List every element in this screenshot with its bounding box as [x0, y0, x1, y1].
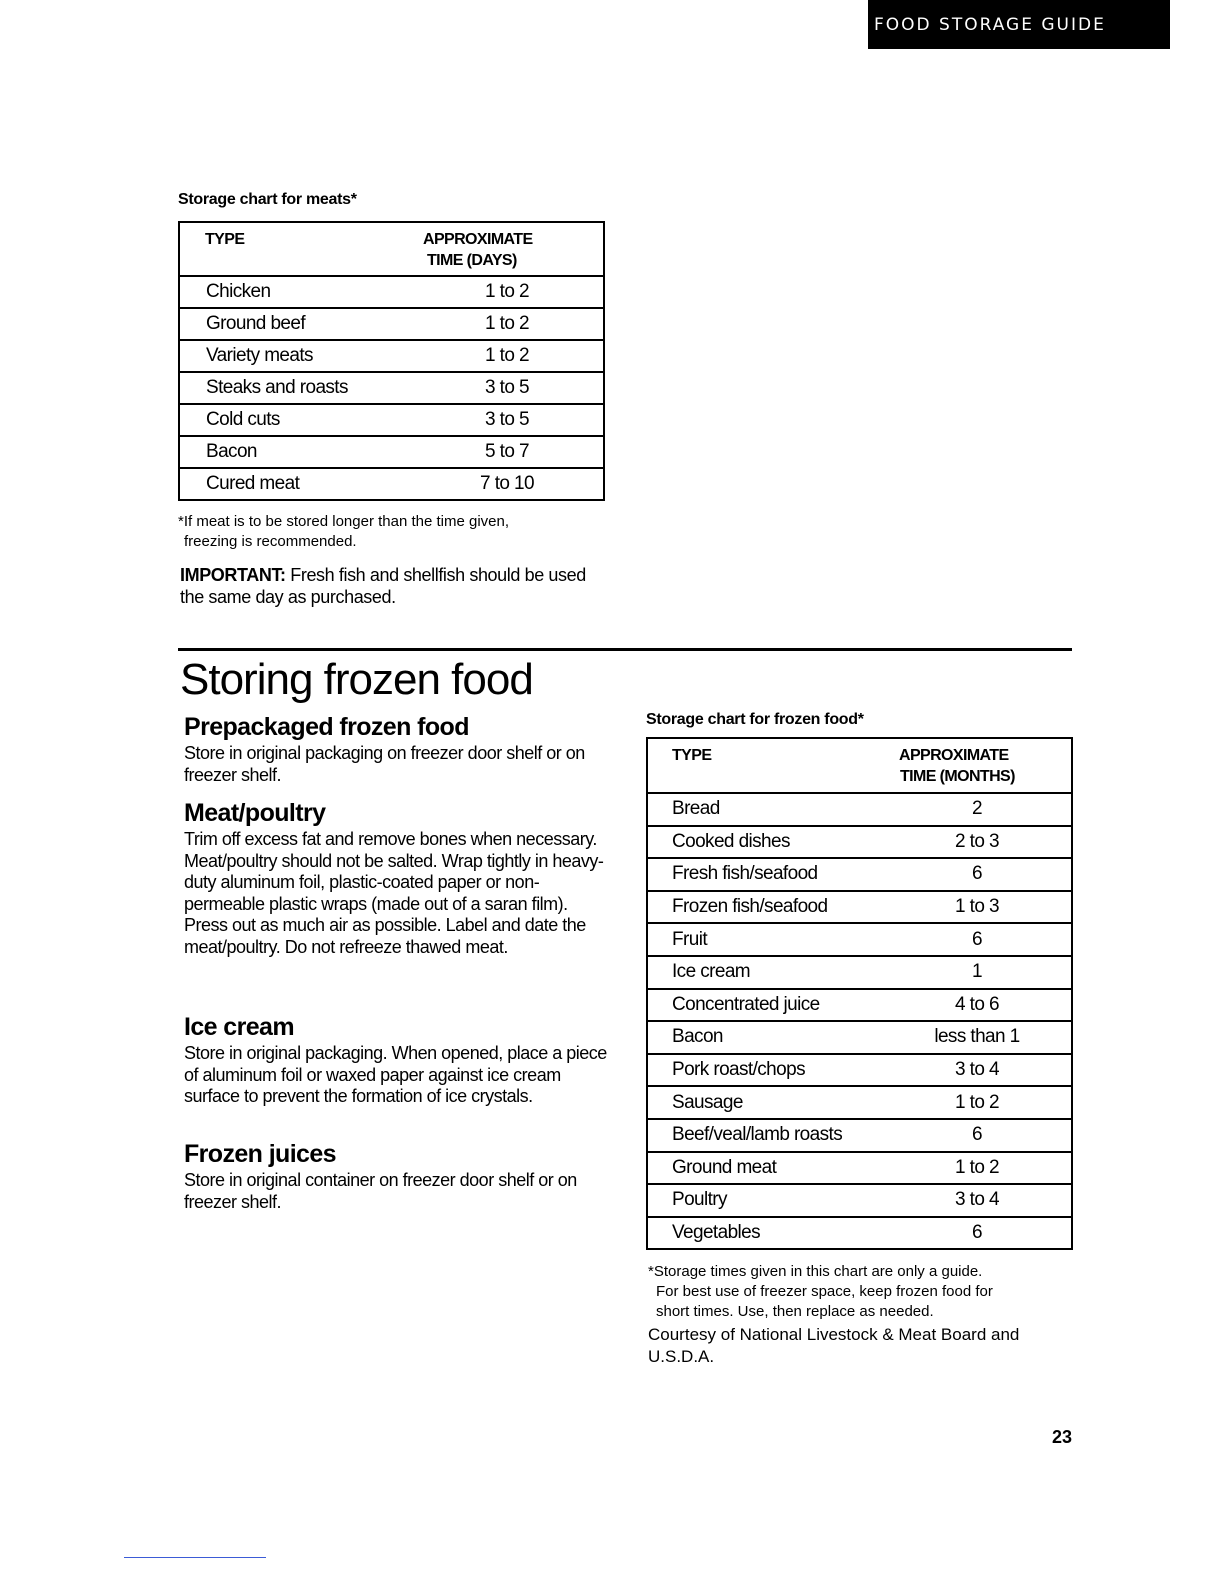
meats-footnote-line2: freezing is recommended. [184, 533, 357, 550]
section-banner: FOOD STORAGE GUIDE [868, 0, 1170, 49]
type-cell: Ground beef [179, 308, 411, 340]
subsection-heading: Meat/poultry [184, 799, 326, 827]
time-cell: 2 to 3 [883, 826, 1072, 859]
important-note [180, 564, 610, 608]
table-header-row [179, 222, 604, 276]
important-text: Fresh fish and shellfish should be used the same day as purchased. [180, 565, 586, 607]
table-row [647, 793, 1072, 826]
type-cell: Bacon [179, 436, 411, 468]
table-row [179, 276, 604, 308]
time-cell: 6 [883, 1217, 1072, 1250]
type-cell: Vegetables [647, 1217, 883, 1250]
section-title: Storing frozen food [180, 655, 533, 704]
time-cell: 2 [883, 793, 1072, 826]
time-cell: less than 1 [883, 1021, 1072, 1054]
time-cell: 1 to 2 [883, 1152, 1072, 1185]
subsection-heading: Prepackaged frozen food [184, 713, 469, 741]
type-cell: Ice cream [647, 956, 883, 989]
table-row [179, 468, 604, 500]
type-cell: Chicken [179, 276, 411, 308]
type-cell: Cured meat [179, 468, 411, 500]
time-cell: 3 to 4 [883, 1184, 1072, 1217]
courtesy-line1: Courtesy of National Livestock & Meat Board and [648, 1325, 1020, 1344]
subsection-body: Store in original packaging on freezer door shelf or on freezer shelf. [184, 743, 585, 785]
table-row [647, 1021, 1072, 1054]
table-row [647, 956, 1072, 989]
time-column-header [411, 222, 604, 276]
frozen-storage-table [646, 737, 1073, 1250]
table-row [647, 1217, 1072, 1250]
type-cell: Pork roast/chops [647, 1054, 883, 1087]
table-row [647, 891, 1072, 924]
table-row [179, 404, 604, 436]
frozen-juices-section [184, 1138, 614, 1213]
meats-footnote-line1: *If meat is to be stored longer than the time given, [178, 513, 510, 530]
meats-storage-table [178, 221, 605, 501]
meats-footnote [178, 512, 509, 552]
table-row [647, 1184, 1072, 1217]
time-column-header [883, 738, 1072, 793]
table-row [647, 858, 1072, 891]
subsection-body: Store in original packaging. When opened, place a piece of aluminum foil or waxed paper against ice cream surface to prevent the formation of ice crystals. [184, 1043, 607, 1106]
time-cell: 4 to 6 [883, 989, 1072, 1022]
time-cell: 6 [883, 858, 1072, 891]
table-row [647, 923, 1072, 956]
table-row [647, 989, 1072, 1022]
time-header-line2: TIME (MONTHS) [900, 768, 1015, 785]
frozen-footnote-line2: For best use of freezer space, keep frozen food for [656, 1283, 993, 1300]
type-cell: Concentrated juice [647, 989, 883, 1022]
section-divider [178, 648, 1072, 651]
subsection-heading: Ice cream [184, 1013, 294, 1041]
type-cell: Cold cuts [179, 404, 411, 436]
frozen-chart-caption: Storage chart for frozen food* [646, 711, 864, 728]
type-cell: Variety meats [179, 340, 411, 372]
subsection-body: Trim off excess fat and remove bones when necessary. Meat/poultry should not be salted. Wrap tightly in heavy-duty aluminum foil, plastic-coated paper or non-permeable plastic wraps (made out of a saran film). Press out as much air as possible. Label and date the meat/poultry. Do not refreeze thawed meat. [184, 829, 604, 957]
type-column-header: TYPE [672, 747, 712, 764]
frozen-footnote-line1: *Storage times given in this chart are only a guide. [648, 1263, 983, 1280]
type-cell: Sausage [647, 1086, 883, 1119]
time-cell: 1 to 2 [411, 308, 604, 340]
frozen-footnote [648, 1262, 993, 1322]
bottom-rule [124, 1557, 266, 1558]
table-row [179, 436, 604, 468]
time-cell: 1 to 2 [411, 276, 604, 308]
time-cell: 6 [883, 923, 1072, 956]
time-header-line1: APPROXIMATE [423, 231, 533, 248]
time-header-line1: APPROXIMATE [899, 747, 1009, 764]
subsection-body: Store in original container on freezer door shelf or on freezer shelf. [184, 1170, 577, 1212]
meat-poultry-section [184, 797, 614, 958]
time-cell: 6 [883, 1119, 1072, 1152]
time-cell: 1 to 2 [411, 340, 604, 372]
important-label: IMPORTANT: [180, 565, 286, 585]
type-cell: Poultry [647, 1184, 883, 1217]
frozen-footnote-line3: short times. Use, then replace as needed. [656, 1303, 934, 1320]
table-row [647, 1119, 1072, 1152]
table-row [179, 308, 604, 340]
time-cell: 3 to 5 [411, 404, 604, 436]
type-cell: Bacon [647, 1021, 883, 1054]
prepackaged-frozen-food-section [184, 711, 614, 786]
time-cell: 1 to 3 [883, 891, 1072, 924]
subsection-heading: Frozen juices [184, 1140, 336, 1168]
time-header-line2: TIME (DAYS) [427, 252, 517, 269]
type-column-header: TYPE [205, 231, 245, 248]
type-cell: Beef/veal/lamb roasts [647, 1119, 883, 1152]
type-cell: Cooked dishes [647, 826, 883, 859]
time-cell: 5 to 7 [411, 436, 604, 468]
type-cell: Frozen fish/seafood [647, 891, 883, 924]
time-cell: 3 to 5 [411, 372, 604, 404]
page-number: 23 [1052, 1427, 1073, 1447]
table-row [647, 826, 1072, 859]
courtesy-line2: U.S.D.A. [648, 1347, 715, 1366]
time-cell: 7 to 10 [411, 468, 604, 500]
type-cell: Bread [647, 793, 883, 826]
type-cell: Fruit [647, 923, 883, 956]
time-cell: 1 [883, 956, 1072, 989]
time-cell: 1 to 2 [883, 1086, 1072, 1119]
courtesy-credit [648, 1324, 1019, 1368]
type-cell: Steaks and roasts [179, 372, 411, 404]
ice-cream-section [184, 1011, 614, 1108]
table-row [179, 372, 604, 404]
type-cell: Fresh fish/seafood [647, 858, 883, 891]
time-cell: 3 to 4 [883, 1054, 1072, 1087]
table-row [179, 340, 604, 372]
meats-chart-caption: Storage chart for meats* [178, 191, 357, 208]
table-header-row [647, 738, 1072, 793]
table-row [647, 1152, 1072, 1185]
table-row [647, 1054, 1072, 1087]
type-cell: Ground meat [647, 1152, 883, 1185]
table-row [647, 1086, 1072, 1119]
